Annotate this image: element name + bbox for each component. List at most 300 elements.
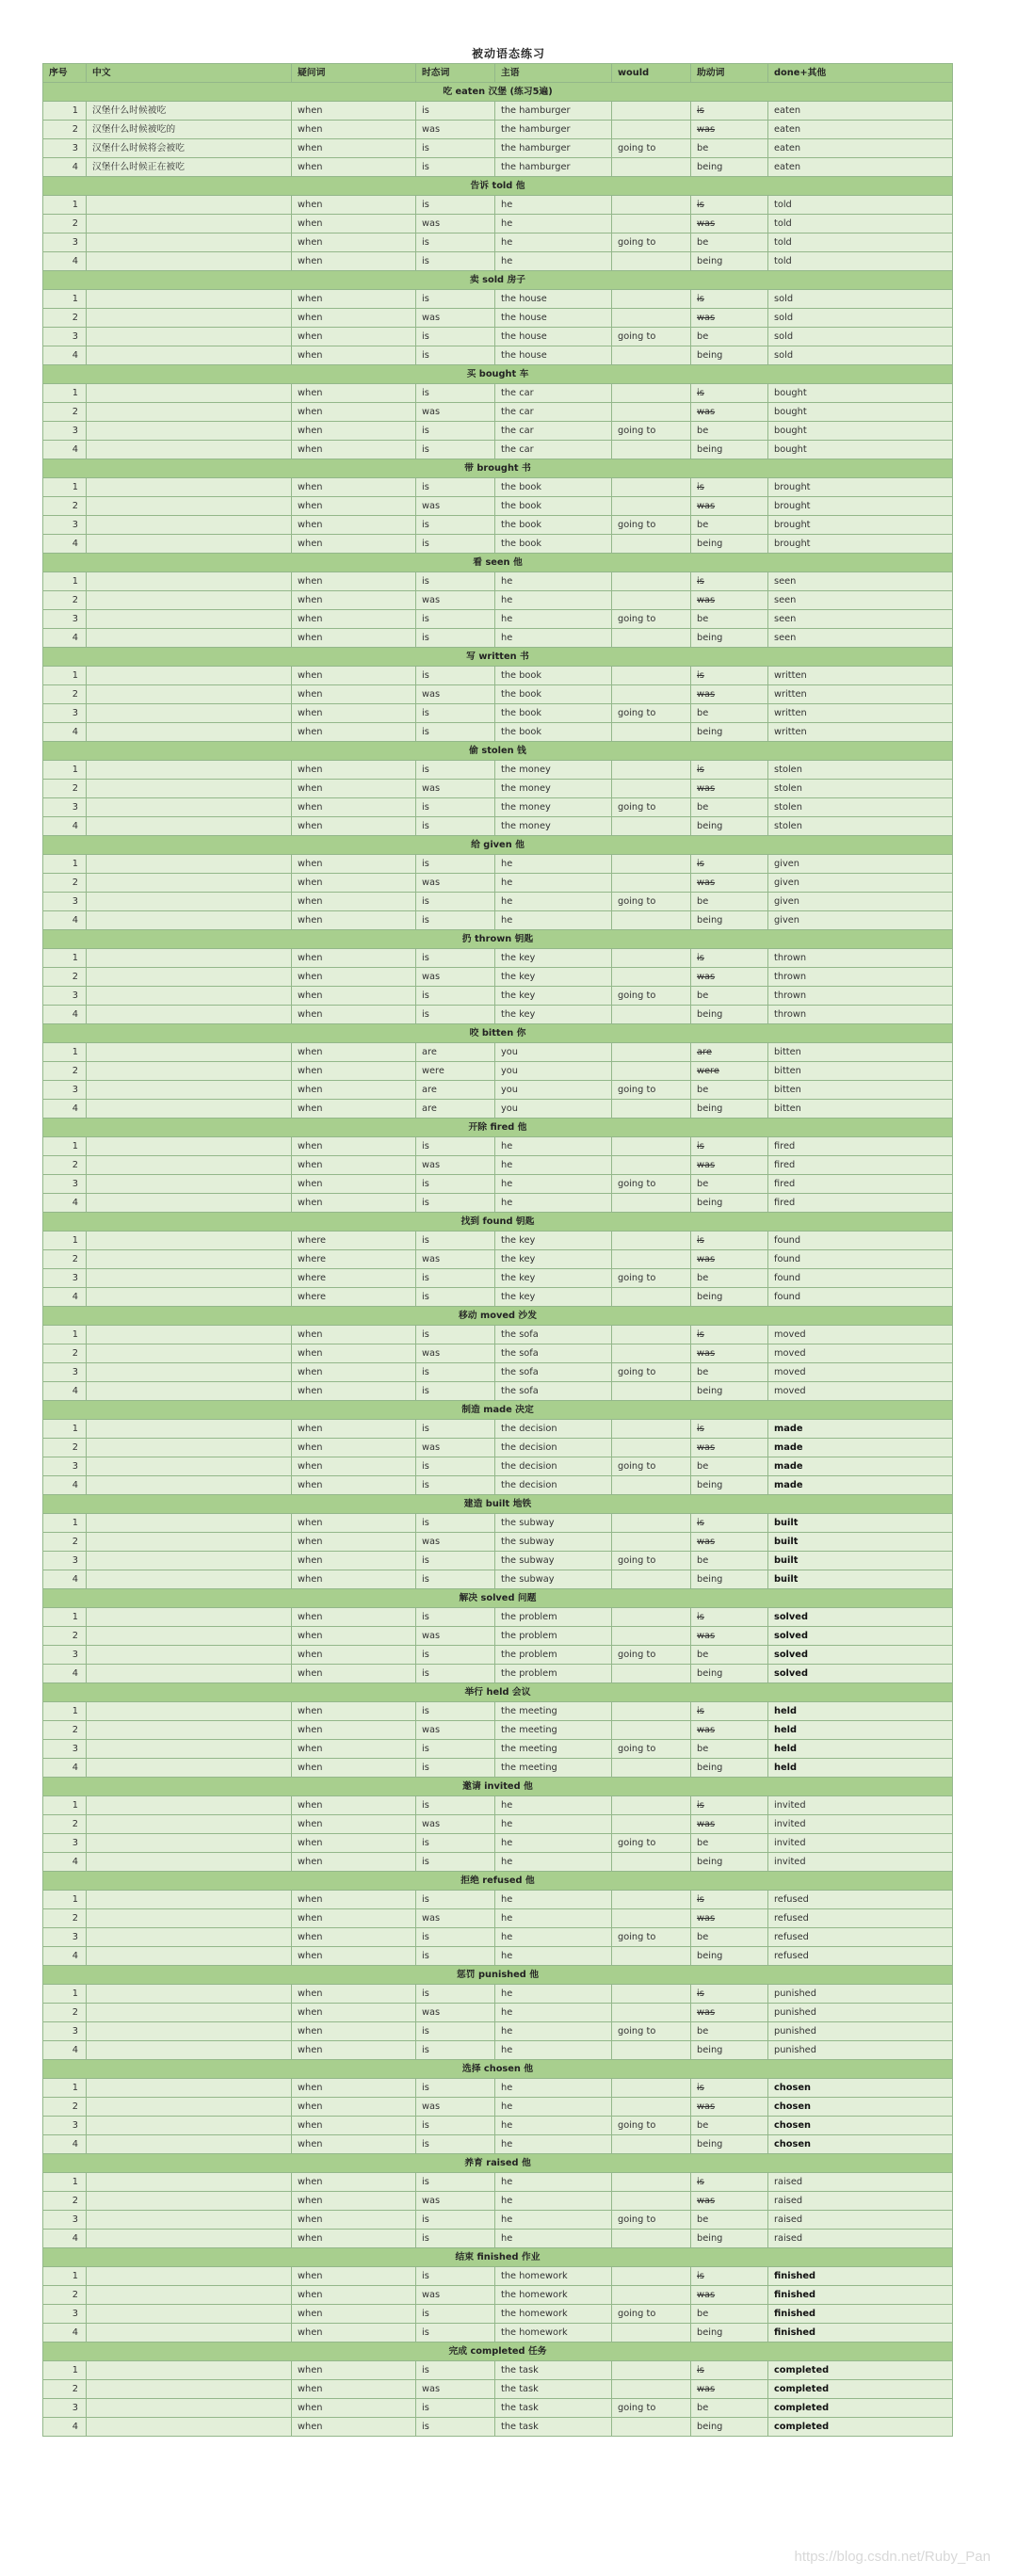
cell-subject: the car <box>495 422 612 441</box>
cell-question-word: when <box>292 252 416 271</box>
cell-auxiliary: was <box>691 309 768 328</box>
cell-would <box>612 497 691 516</box>
table-row <box>43 761 953 780</box>
cell-question-word: when <box>292 422 416 441</box>
row-index: 1 <box>43 855 87 874</box>
row-index: 4 <box>43 158 87 177</box>
cell-participle: stolen <box>768 817 953 836</box>
cell-participle: bitten <box>768 1100 953 1119</box>
cell-subject: he <box>495 1853 612 1872</box>
cell-subject: he <box>495 2135 612 2154</box>
cell-participle: completed <box>768 2399 953 2418</box>
cell-tense-word: is <box>416 1006 495 1024</box>
page-title: 被动语态练习 <box>471 47 545 60</box>
cell-would <box>612 723 691 742</box>
table-row <box>43 1627 953 1646</box>
cell-participle: sold <box>768 309 953 328</box>
cell-chinese <box>87 2173 292 2192</box>
cell-would <box>612 1853 691 1872</box>
cell-tense-word: is <box>416 1457 495 1476</box>
table-row <box>43 1081 953 1100</box>
cell-participle: built <box>768 1533 953 1552</box>
group-header-row <box>43 1495 953 1514</box>
group-heading: 写 written 书 <box>43 648 953 667</box>
cell-participle: bought <box>768 422 953 441</box>
group-heading: 惩罚 punished 他 <box>43 1966 953 1985</box>
cell-auxiliary: was <box>691 1250 768 1269</box>
cell-chinese <box>87 422 292 441</box>
cell-would <box>612 2267 691 2286</box>
cell-would <box>612 855 691 874</box>
cell-participle: finished <box>768 2305 953 2324</box>
cell-auxiliary: was <box>691 215 768 233</box>
cell-subject: you <box>495 1043 612 1062</box>
cell-would <box>612 2041 691 2060</box>
cell-chinese: 汉堡什么时候将会被吃 <box>87 139 292 158</box>
table-row <box>43 817 953 836</box>
cell-participle: seen <box>768 629 953 648</box>
cell-tense-word: is <box>416 422 495 441</box>
cell-chinese <box>87 1853 292 1872</box>
cell-participle: made <box>768 1476 953 1495</box>
cell-chinese <box>87 252 292 271</box>
row-index: 2 <box>43 2192 87 2211</box>
cell-auxiliary: be <box>691 328 768 346</box>
cell-subject: the homework <box>495 2286 612 2305</box>
cell-subject: he <box>495 2173 612 2192</box>
cell-auxiliary: being <box>691 1665 768 1683</box>
cell-would <box>612 1721 691 1740</box>
row-index: 3 <box>43 610 87 629</box>
cell-would <box>612 1476 691 1495</box>
cell-participle: invited <box>768 1853 953 1872</box>
cell-auxiliary: be <box>691 2399 768 2418</box>
row-index: 2 <box>43 2004 87 2022</box>
cell-participle: made <box>768 1457 953 1476</box>
cell-subject: he <box>495 1909 612 1928</box>
cell-tense-word: is <box>416 328 495 346</box>
table-row <box>43 1326 953 1344</box>
cell-subject: the problem <box>495 1608 612 1627</box>
cell-subject: he <box>495 1815 612 1834</box>
cell-auxiliary: is <box>691 572 768 591</box>
cell-would <box>612 1288 691 1307</box>
cell-would <box>612 1100 691 1119</box>
cell-subject: the decision <box>495 1476 612 1495</box>
cell-chinese <box>87 968 292 987</box>
cell-subject: he <box>495 874 612 893</box>
cell-subject: he <box>495 1834 612 1853</box>
table-row <box>43 1570 953 1589</box>
table-row <box>43 1891 953 1909</box>
cell-chinese: 汉堡什么时候被吃的 <box>87 121 292 139</box>
cell-subject: the meeting <box>495 1721 612 1740</box>
table-row <box>43 1006 953 1024</box>
cell-subject: the hamburger <box>495 158 612 177</box>
cell-auxiliary: were <box>691 1062 768 1081</box>
cell-participle: eaten <box>768 102 953 121</box>
row-index: 4 <box>43 1947 87 1966</box>
table-row <box>43 1137 953 1156</box>
cell-chinese <box>87 1062 292 1081</box>
header-index: 序号 <box>43 64 87 83</box>
cell-participle: stolen <box>768 761 953 780</box>
row-index: 3 <box>43 893 87 911</box>
cell-participle: eaten <box>768 139 953 158</box>
cell-question-word: when <box>292 384 416 403</box>
group-heading: 制造 made 决定 <box>43 1401 953 1420</box>
cell-subject: the money <box>495 761 612 780</box>
cell-participle: bought <box>768 384 953 403</box>
cell-participle: chosen <box>768 2117 953 2135</box>
row-index: 1 <box>43 572 87 591</box>
cell-chinese <box>87 817 292 836</box>
table-row <box>43 2418 953 2437</box>
cell-participle: sold <box>768 346 953 365</box>
cell-tense-word: is <box>416 2267 495 2286</box>
cell-question-word: when <box>292 2361 416 2380</box>
row-index: 1 <box>43 1043 87 1062</box>
row-index: 1 <box>43 2361 87 2380</box>
row-index: 3 <box>43 1740 87 1759</box>
cell-participle: bought <box>768 441 953 459</box>
cell-question-word: when <box>292 855 416 874</box>
cell-chinese <box>87 1100 292 1119</box>
row-index: 1 <box>43 1326 87 1344</box>
cell-subject: the book <box>495 516 612 535</box>
cell-question-word: when <box>292 1721 416 1740</box>
cell-subject: he <box>495 2041 612 2060</box>
cell-participle: completed <box>768 2361 953 2380</box>
cell-subject: he <box>495 233 612 252</box>
table-row <box>43 723 953 742</box>
cell-question-word: when <box>292 1815 416 1834</box>
cell-chinese <box>87 1457 292 1476</box>
cell-chinese <box>87 384 292 403</box>
cell-tense-word: is <box>416 139 495 158</box>
cell-would <box>612 2004 691 2022</box>
cell-question-word: when <box>292 1137 416 1156</box>
table-row <box>43 1439 953 1457</box>
row-index: 4 <box>43 817 87 836</box>
row-index: 2 <box>43 1909 87 1928</box>
cell-tense-word: is <box>416 1269 495 1288</box>
cell-auxiliary: being <box>691 2230 768 2248</box>
cell-auxiliary: is <box>691 1608 768 1627</box>
group-header-row <box>43 1024 953 1043</box>
cell-chinese <box>87 1081 292 1100</box>
cell-question-word: when <box>292 139 416 158</box>
cell-chinese <box>87 1570 292 1589</box>
cell-would <box>612 1250 691 1269</box>
row-index: 4 <box>43 535 87 554</box>
cell-auxiliary: be <box>691 422 768 441</box>
row-index: 2 <box>43 215 87 233</box>
cell-question-word: when <box>292 893 416 911</box>
row-index: 4 <box>43 1194 87 1213</box>
cell-tense-word: is <box>416 2324 495 2343</box>
table-row <box>43 949 953 968</box>
cell-auxiliary: is <box>691 1514 768 1533</box>
row-index: 3 <box>43 1081 87 1100</box>
cell-auxiliary: be <box>691 610 768 629</box>
cell-chinese <box>87 572 292 591</box>
cell-chinese <box>87 1514 292 1533</box>
row-index: 4 <box>43 2418 87 2437</box>
table-row <box>43 2305 953 2324</box>
table-row <box>43 403 953 422</box>
cell-tense-word: was <box>416 2380 495 2399</box>
row-index: 2 <box>43 121 87 139</box>
row-index: 2 <box>43 1156 87 1175</box>
cell-participle: given <box>768 893 953 911</box>
table-row <box>43 309 953 328</box>
cell-participle: written <box>768 667 953 685</box>
cell-would: going to <box>612 139 691 158</box>
group-heading: 拒绝 refused 他 <box>43 1872 953 1891</box>
cell-chinese <box>87 1721 292 1740</box>
cell-chinese <box>87 290 292 309</box>
cell-tense-word: was <box>416 1721 495 1740</box>
cell-would: going to <box>612 1928 691 1947</box>
table-row <box>43 516 953 535</box>
cell-chinese <box>87 1834 292 1853</box>
cell-participle: completed <box>768 2418 953 2437</box>
cell-would <box>612 667 691 685</box>
cell-auxiliary: is <box>691 1420 768 1439</box>
cell-would <box>612 441 691 459</box>
group-header-row <box>43 2154 953 2173</box>
cell-auxiliary: are <box>691 1043 768 1062</box>
row-index: 1 <box>43 761 87 780</box>
cell-subject: the key <box>495 1232 612 1250</box>
cell-tense-word: is <box>416 478 495 497</box>
cell-chinese <box>87 855 292 874</box>
cell-participle: stolen <box>768 780 953 798</box>
cell-chinese <box>87 2041 292 2060</box>
cell-subject: he <box>495 610 612 629</box>
row-index: 4 <box>43 1759 87 1778</box>
cell-would <box>612 1006 691 1024</box>
cell-would: going to <box>612 1834 691 1853</box>
cell-participle: held <box>768 1740 953 1759</box>
cell-participle: seen <box>768 591 953 610</box>
cell-auxiliary: being <box>691 252 768 271</box>
cell-chinese <box>87 1175 292 1194</box>
cell-question-word: when <box>292 780 416 798</box>
cell-chinese <box>87 1439 292 1457</box>
table-row <box>43 1853 953 1872</box>
cell-auxiliary: was <box>691 1344 768 1363</box>
cell-tense-word: is <box>416 1702 495 1721</box>
cell-tense-word: are <box>416 1100 495 1119</box>
group-heading: 偷 stolen 钱 <box>43 742 953 761</box>
row-index: 1 <box>43 2173 87 2192</box>
cell-would <box>612 252 691 271</box>
group-heading: 完成 completed 任务 <box>43 2343 953 2361</box>
row-index: 3 <box>43 328 87 346</box>
cell-participle: chosen <box>768 2098 953 2117</box>
cell-auxiliary: is <box>691 2267 768 2286</box>
cell-auxiliary: was <box>691 2192 768 2211</box>
cell-subject: the homework <box>495 2267 612 2286</box>
cell-would <box>612 1326 691 1344</box>
cell-tense-word: is <box>416 2305 495 2324</box>
cell-auxiliary: be <box>691 2022 768 2041</box>
cell-tense-word: was <box>416 2192 495 2211</box>
cell-tense-word: is <box>416 1947 495 1966</box>
watermark: https://blog.csdn.net/Ruby_Pan <box>794 2549 991 2565</box>
cell-participle: refused <box>768 1891 953 1909</box>
table-row <box>43 2361 953 2380</box>
cell-participle: moved <box>768 1363 953 1382</box>
cell-auxiliary: be <box>691 516 768 535</box>
cell-auxiliary: is <box>691 2361 768 2380</box>
group-heading: 找到 found 钥匙 <box>43 1213 953 1232</box>
cell-would <box>612 1420 691 1439</box>
table-row <box>43 497 953 516</box>
cell-auxiliary: is <box>691 1232 768 1250</box>
cell-auxiliary: being <box>691 629 768 648</box>
cell-would <box>612 1909 691 1928</box>
cell-question-word: when <box>292 196 416 215</box>
group-heading: 建造 built 地铁 <box>43 1495 953 1514</box>
cell-chinese <box>87 1232 292 1250</box>
table-row <box>43 685 953 704</box>
table-row <box>43 2098 953 2117</box>
cell-participle: bitten <box>768 1062 953 1081</box>
cell-auxiliary: be <box>691 2211 768 2230</box>
table-row <box>43 1702 953 1721</box>
cell-chinese <box>87 1156 292 1175</box>
cell-participle: punished <box>768 2041 953 2060</box>
table-row <box>43 1514 953 1533</box>
cell-auxiliary: was <box>691 403 768 422</box>
cell-participle: sold <box>768 328 953 346</box>
cell-chinese <box>87 1269 292 1288</box>
header-row <box>43 64 953 83</box>
cell-subject: the decision <box>495 1439 612 1457</box>
cell-question-word: when <box>292 610 416 629</box>
cell-tense-word: is <box>416 252 495 271</box>
cell-question-word: when <box>292 290 416 309</box>
group-header-row <box>43 1683 953 1702</box>
cell-would <box>612 2173 691 2192</box>
cell-chinese <box>87 629 292 648</box>
cell-would <box>612 780 691 798</box>
cell-question-word: when <box>292 667 416 685</box>
cell-tense-word: is <box>416 1570 495 1589</box>
row-index: 2 <box>43 1533 87 1552</box>
row-index: 4 <box>43 911 87 930</box>
table-row <box>43 2380 953 2399</box>
cell-chinese <box>87 761 292 780</box>
cell-question-word: when <box>292 629 416 648</box>
cell-auxiliary: was <box>691 1721 768 1740</box>
cell-participle: fired <box>768 1137 953 1156</box>
cell-auxiliary: is <box>691 478 768 497</box>
cell-would: going to <box>612 2211 691 2230</box>
row-index: 2 <box>43 1439 87 1457</box>
cell-chinese <box>87 309 292 328</box>
cell-auxiliary: being <box>691 346 768 365</box>
cell-chinese <box>87 1363 292 1382</box>
cell-chinese <box>87 2267 292 2286</box>
table-row <box>43 1759 953 1778</box>
table-row <box>43 121 953 139</box>
cell-auxiliary: is <box>691 855 768 874</box>
cell-chinese <box>87 1043 292 1062</box>
row-index: 4 <box>43 629 87 648</box>
cell-subject: he <box>495 1928 612 1947</box>
cell-chinese <box>87 346 292 365</box>
cell-subject: he <box>495 2117 612 2135</box>
cell-chinese <box>87 987 292 1006</box>
cell-chinese <box>87 1759 292 1778</box>
cell-auxiliary: being <box>691 1382 768 1401</box>
row-index: 2 <box>43 968 87 987</box>
cell-chinese <box>87 535 292 554</box>
group-heading: 吃 eaten 汉堡 (练习5遍) <box>43 83 953 102</box>
cell-chinese <box>87 1985 292 2004</box>
cell-question-word: when <box>292 1344 416 1363</box>
cell-auxiliary: was <box>691 2286 768 2305</box>
cell-chinese <box>87 233 292 252</box>
cell-question-word: when <box>292 1665 416 1683</box>
cell-participle: solved <box>768 1646 953 1665</box>
cell-would: going to <box>612 1269 691 1288</box>
cell-would <box>612 2079 691 2098</box>
cell-subject: he <box>495 2079 612 2098</box>
cell-question-word: when <box>292 817 416 836</box>
cell-tense-word: is <box>416 2211 495 2230</box>
cell-chinese <box>87 610 292 629</box>
cell-participle: bought <box>768 403 953 422</box>
cell-question-word: when <box>292 1552 416 1570</box>
cell-question-word: when <box>292 1439 416 1457</box>
cell-would <box>612 2135 691 2154</box>
cell-subject: he <box>495 1891 612 1909</box>
cell-would <box>612 1533 691 1552</box>
cell-tense-word: was <box>416 874 495 893</box>
cell-would: going to <box>612 1175 691 1194</box>
group-heading: 给 given 他 <box>43 836 953 855</box>
cell-participle: written <box>768 723 953 742</box>
cell-participle: thrown <box>768 1006 953 1024</box>
cell-tense-word: is <box>416 1232 495 1250</box>
table-row <box>43 1156 953 1175</box>
cell-chinese <box>87 1646 292 1665</box>
cell-question-word: when <box>292 1740 416 1759</box>
cell-tense-word: is <box>416 535 495 554</box>
group-heading: 邀请 invited 他 <box>43 1778 953 1796</box>
cell-subject: the key <box>495 1250 612 1269</box>
cell-tense-word: is <box>416 2399 495 2418</box>
row-index: 3 <box>43 233 87 252</box>
cell-auxiliary: is <box>691 1985 768 2004</box>
cell-tense-word: is <box>416 2173 495 2192</box>
cell-question-word: when <box>292 1853 416 1872</box>
cell-auxiliary: is <box>691 2079 768 2098</box>
cell-tense-word: is <box>416 2041 495 2060</box>
cell-chinese <box>87 2305 292 2324</box>
cell-participle: held <box>768 1702 953 1721</box>
cell-would <box>612 1985 691 2004</box>
cell-would <box>612 2286 691 2305</box>
cell-participle: built <box>768 1552 953 1570</box>
table-row <box>43 1288 953 1307</box>
cell-participle: sold <box>768 290 953 309</box>
